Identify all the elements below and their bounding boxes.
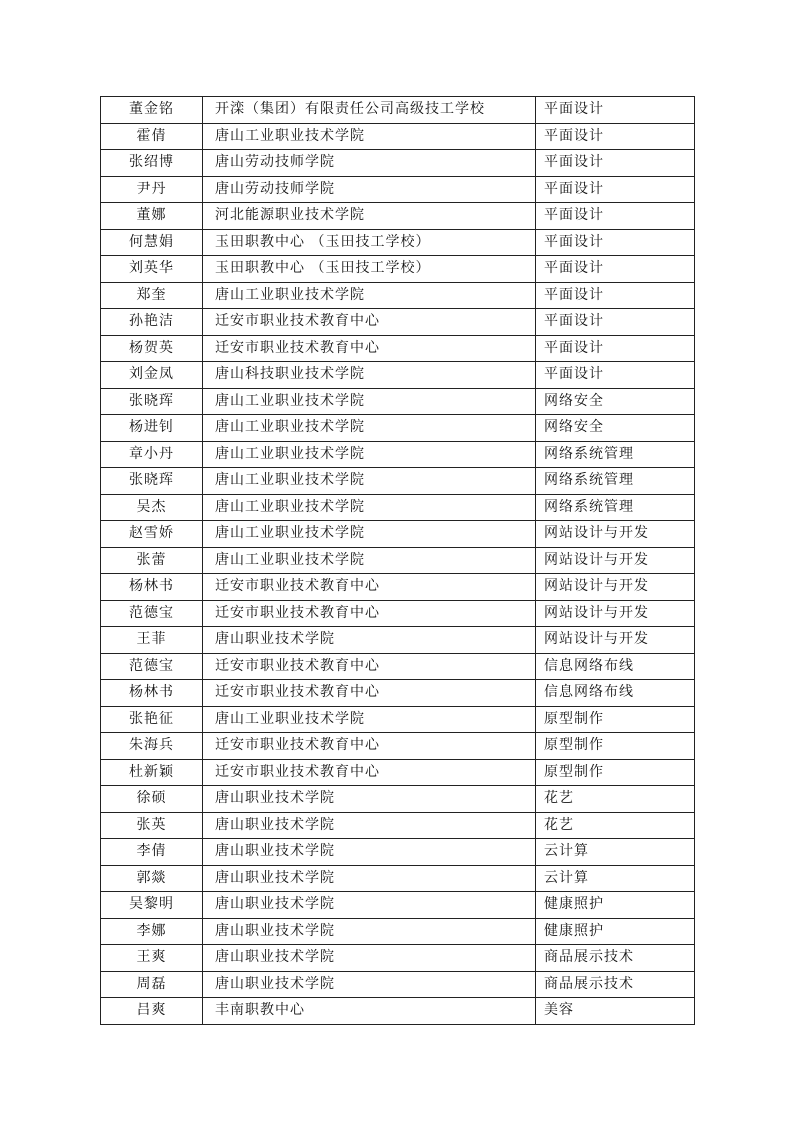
person-name-cell: 李倩 — [101, 839, 203, 866]
table-row — [101, 680, 695, 707]
school-cell: 迁安市职业技术教育中心 — [203, 574, 536, 601]
school-cell: 迁安市职业技术教育中心 — [203, 733, 536, 760]
table-row — [101, 971, 695, 998]
skill-field-cell: 平面设计 — [536, 150, 695, 177]
table-row — [101, 812, 695, 839]
skill-field-cell: 美容 — [536, 998, 695, 1025]
person-name-cell: 孙艳洁 — [101, 309, 203, 336]
person-name-cell: 霍倩 — [101, 123, 203, 150]
person-name-cell: 何慧娟 — [101, 229, 203, 256]
skill-field-cell: 信息网络布线 — [536, 653, 695, 680]
skill-field-cell: 网络系统管理 — [536, 494, 695, 521]
school-cell: 唐山工业职业技术学院 — [203, 123, 536, 150]
skill-field-cell: 平面设计 — [536, 203, 695, 230]
skill-field-cell: 平面设计 — [536, 309, 695, 336]
table-row — [101, 282, 695, 309]
school-cell: 唐山职业技术学院 — [203, 865, 536, 892]
table-row — [101, 123, 695, 150]
table-row — [101, 335, 695, 362]
school-cell: 唐山职业技术学院 — [203, 812, 536, 839]
school-cell: 唐山工业职业技术学院 — [203, 706, 536, 733]
school-cell: 唐山职业技术学院 — [203, 892, 536, 919]
school-cell: 唐山工业职业技术学院 — [203, 388, 536, 415]
table-row — [101, 203, 695, 230]
person-name-cell: 吴杰 — [101, 494, 203, 521]
table-row — [101, 759, 695, 786]
table-row — [101, 362, 695, 389]
table-row — [101, 786, 695, 813]
school-cell: 河北能源职业技术学院 — [203, 203, 536, 230]
school-cell: 唐山劳动技师学院 — [203, 176, 536, 203]
skill-field-cell: 原型制作 — [536, 759, 695, 786]
skill-field-cell: 原型制作 — [536, 733, 695, 760]
table-row — [101, 839, 695, 866]
skill-field-cell: 网络安全 — [536, 415, 695, 442]
person-name-cell: 张绍博 — [101, 150, 203, 177]
school-cell: 唐山职业技术学院 — [203, 839, 536, 866]
school-cell: 唐山工业职业技术学院 — [203, 521, 536, 548]
school-cell: 迁安市职业技术教育中心 — [203, 600, 536, 627]
person-name-cell: 杨林书 — [101, 574, 203, 601]
skill-field-cell: 云计算 — [536, 865, 695, 892]
school-cell: 玉田职教中心 （玉田技工学校） — [203, 229, 536, 256]
skill-field-cell: 平面设计 — [536, 256, 695, 283]
person-name-cell: 杨林书 — [101, 680, 203, 707]
skill-field-cell: 商品展示技术 — [536, 971, 695, 998]
table-row — [101, 97, 695, 124]
skill-field-cell: 平面设计 — [536, 123, 695, 150]
school-cell: 唐山工业职业技术学院 — [203, 494, 536, 521]
table-row — [101, 892, 695, 919]
school-cell: 唐山工业职业技术学院 — [203, 415, 536, 442]
table-row — [101, 998, 695, 1025]
school-cell: 唐山劳动技师学院 — [203, 150, 536, 177]
school-cell: 唐山工业职业技术学院 — [203, 441, 536, 468]
skill-field-cell: 网站设计与开发 — [536, 600, 695, 627]
person-name-cell: 张艳征 — [101, 706, 203, 733]
skill-field-cell: 平面设计 — [536, 176, 695, 203]
skill-field-cell: 健康照护 — [536, 918, 695, 945]
school-cell: 开滦（集团）有限责任公司高级技工学校 — [203, 97, 536, 124]
table-row — [101, 918, 695, 945]
school-cell: 迁安市职业技术教育中心 — [203, 335, 536, 362]
person-name-cell: 吴黎明 — [101, 892, 203, 919]
table-row — [101, 653, 695, 680]
table-row — [101, 865, 695, 892]
skill-field-cell: 网络安全 — [536, 388, 695, 415]
skill-field-cell: 网站设计与开发 — [536, 627, 695, 654]
person-name-cell: 郭燚 — [101, 865, 203, 892]
table-row — [101, 945, 695, 972]
skill-field-cell: 原型制作 — [536, 706, 695, 733]
person-name-cell: 王爽 — [101, 945, 203, 972]
skill-field-cell: 网络系统管理 — [536, 468, 695, 495]
school-cell: 唐山科技职业技术学院 — [203, 362, 536, 389]
school-cell: 丰南职教中心 — [203, 998, 536, 1025]
person-name-cell: 郑奎 — [101, 282, 203, 309]
school-cell: 迁安市职业技术教育中心 — [203, 759, 536, 786]
table-row — [101, 415, 695, 442]
skill-field-cell: 信息网络布线 — [536, 680, 695, 707]
person-name-cell: 范德宝 — [101, 653, 203, 680]
person-name-cell: 李娜 — [101, 918, 203, 945]
school-cell: 玉田职教中心 （玉田技工学校） — [203, 256, 536, 283]
person-name-cell: 张英 — [101, 812, 203, 839]
person-name-cell: 尹丹 — [101, 176, 203, 203]
table-row — [101, 574, 695, 601]
person-name-cell: 朱海兵 — [101, 733, 203, 760]
person-name-cell: 吕爽 — [101, 998, 203, 1025]
school-cell: 唐山工业职业技术学院 — [203, 547, 536, 574]
table-row — [101, 441, 695, 468]
table-row — [101, 176, 695, 203]
table-row — [101, 256, 695, 283]
roster-table-body — [101, 97, 695, 1025]
school-cell: 唐山职业技术学院 — [203, 786, 536, 813]
person-name-cell: 王菲 — [101, 627, 203, 654]
school-cell: 唐山工业职业技术学院 — [203, 468, 536, 495]
school-cell: 唐山职业技术学院 — [203, 918, 536, 945]
skill-field-cell: 商品展示技术 — [536, 945, 695, 972]
table-row — [101, 150, 695, 177]
skill-field-cell: 平面设计 — [536, 335, 695, 362]
table-row — [101, 627, 695, 654]
person-name-cell: 张晓珲 — [101, 468, 203, 495]
table-row — [101, 309, 695, 336]
skill-field-cell: 平面设计 — [536, 362, 695, 389]
skill-field-cell: 健康照护 — [536, 892, 695, 919]
person-name-cell: 赵雪娇 — [101, 521, 203, 548]
school-cell: 唐山职业技术学院 — [203, 627, 536, 654]
skill-field-cell: 云计算 — [536, 839, 695, 866]
school-cell: 唐山工业职业技术学院 — [203, 282, 536, 309]
table-row — [101, 494, 695, 521]
skill-field-cell: 网站设计与开发 — [536, 521, 695, 548]
table-row — [101, 521, 695, 548]
person-name-cell: 刘金凤 — [101, 362, 203, 389]
person-name-cell: 董娜 — [101, 203, 203, 230]
skill-field-cell: 花艺 — [536, 812, 695, 839]
person-name-cell: 杨贺英 — [101, 335, 203, 362]
table-row — [101, 229, 695, 256]
skill-field-cell: 网站设计与开发 — [536, 574, 695, 601]
person-name-cell: 张晓珲 — [101, 388, 203, 415]
table-row — [101, 600, 695, 627]
person-name-cell: 杨进钊 — [101, 415, 203, 442]
person-name-cell: 徐硕 — [101, 786, 203, 813]
school-cell: 迁安市职业技术教育中心 — [203, 653, 536, 680]
school-cell: 唐山职业技术学院 — [203, 945, 536, 972]
skill-field-cell: 花艺 — [536, 786, 695, 813]
table-row — [101, 547, 695, 574]
roster-table — [100, 96, 695, 1025]
person-name-cell: 刘英华 — [101, 256, 203, 283]
table-row — [101, 706, 695, 733]
person-name-cell: 张蕾 — [101, 547, 203, 574]
school-cell: 迁安市职业技术教育中心 — [203, 309, 536, 336]
skill-field-cell: 网络系统管理 — [536, 441, 695, 468]
skill-field-cell: 网站设计与开发 — [536, 547, 695, 574]
table-row — [101, 388, 695, 415]
person-name-cell: 周磊 — [101, 971, 203, 998]
skill-field-cell: 平面设计 — [536, 97, 695, 124]
person-name-cell: 杜新颖 — [101, 759, 203, 786]
table-row — [101, 733, 695, 760]
school-cell: 迁安市职业技术教育中心 — [203, 680, 536, 707]
person-name-cell: 章小丹 — [101, 441, 203, 468]
person-name-cell: 范德宝 — [101, 600, 203, 627]
person-name-cell: 董金铭 — [101, 97, 203, 124]
table-row — [101, 468, 695, 495]
skill-field-cell: 平面设计 — [536, 282, 695, 309]
school-cell: 唐山职业技术学院 — [203, 971, 536, 998]
skill-field-cell: 平面设计 — [536, 229, 695, 256]
